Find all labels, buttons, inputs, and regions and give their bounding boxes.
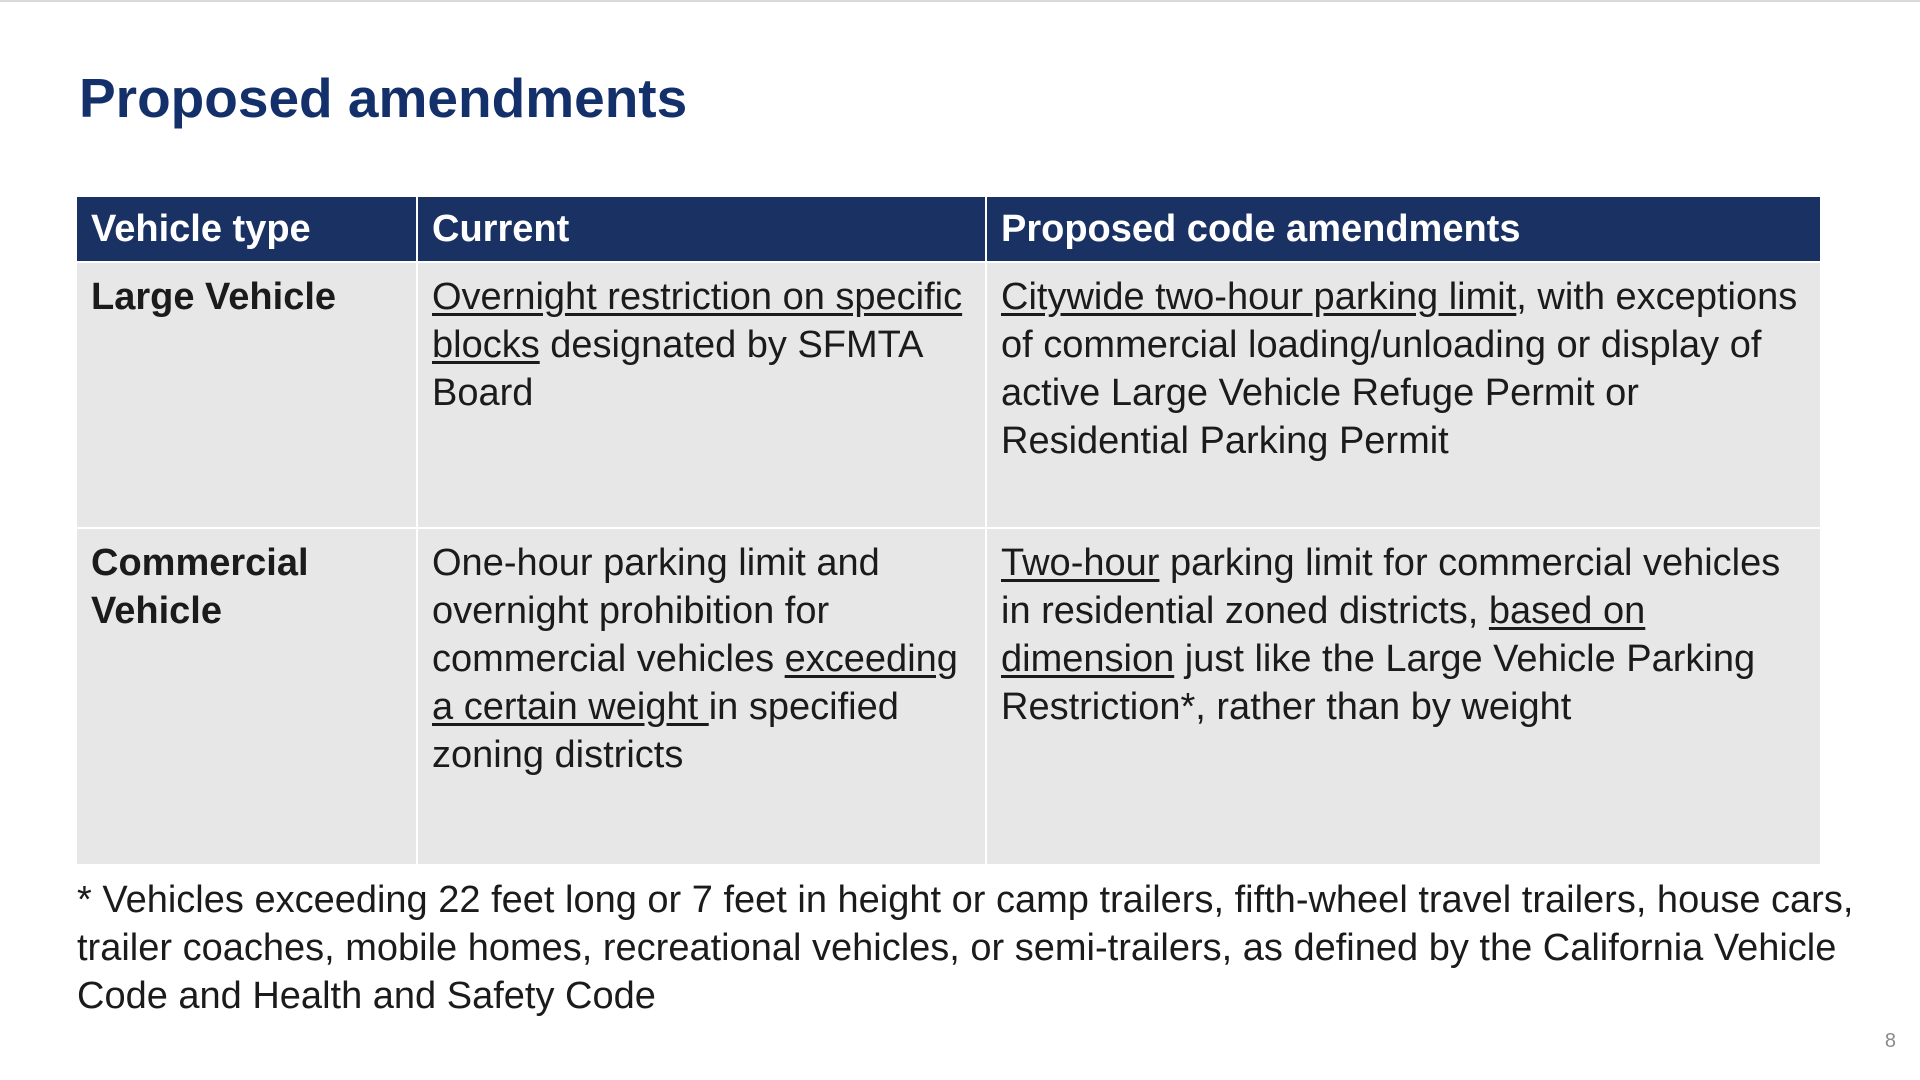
cell-text: just like the Large Vehicle Parking Restriction*, rather than by weight xyxy=(1001,638,1756,728)
underlined-text: based on dimension xyxy=(1001,590,1646,680)
top-rule xyxy=(0,0,1920,2)
underlined-text: Overnight restriction on specific blocks xyxy=(432,276,963,366)
header-proposed: Proposed code amendments xyxy=(986,197,1820,262)
cell-text: One-hour parking limit and overnight prohibition for commercial vehicles xyxy=(432,542,880,680)
underlined-text: Citywide two-hour parking limit xyxy=(1001,276,1517,318)
vehicle-type-cell: Commercial Vehicle xyxy=(77,528,417,864)
amendments-table xyxy=(77,197,1820,864)
footnote: * Vehicles exceeding 22 feet long or 7 feet in height or camp trailers, fifth-wheel travel trailers, house cars, trailer coaches, mobile homes, recreational vehicles, or semi-trailers, as defined by the California Vehicle Code and Health and Safety Code xyxy=(77,879,1854,1017)
proposed-cell xyxy=(986,528,1820,864)
vehicle-type-cell: Large Vehicle xyxy=(77,262,417,528)
cell-text: in specified zoning districts xyxy=(432,686,899,776)
current-cell xyxy=(417,528,986,864)
table-row-commercial-vehicle xyxy=(77,528,1820,864)
header-current: Current xyxy=(417,197,986,262)
page-number: 8 xyxy=(1884,1030,1896,1052)
header-vehicle-type: Vehicle type xyxy=(77,197,417,262)
underlined-text: exceeding a certain weight xyxy=(432,638,958,728)
cell-text: , with exceptions of commercial loading/unloading or display of active Large Vehicle Refuge Permit or Residential Parking Permit xyxy=(1001,276,1798,462)
underlined-text: Two-hour xyxy=(1001,542,1160,584)
cell-text: designated by SFMTA Board xyxy=(432,324,922,414)
table-row-large-vehicle xyxy=(77,262,1820,528)
current-cell xyxy=(417,262,986,528)
proposed-cell xyxy=(986,262,1820,528)
slide-title: Proposed amendments xyxy=(79,67,688,129)
cell-text: parking limit for commercial vehicles in residential zoned districts, xyxy=(1001,542,1781,632)
table-header-row xyxy=(77,197,1820,262)
